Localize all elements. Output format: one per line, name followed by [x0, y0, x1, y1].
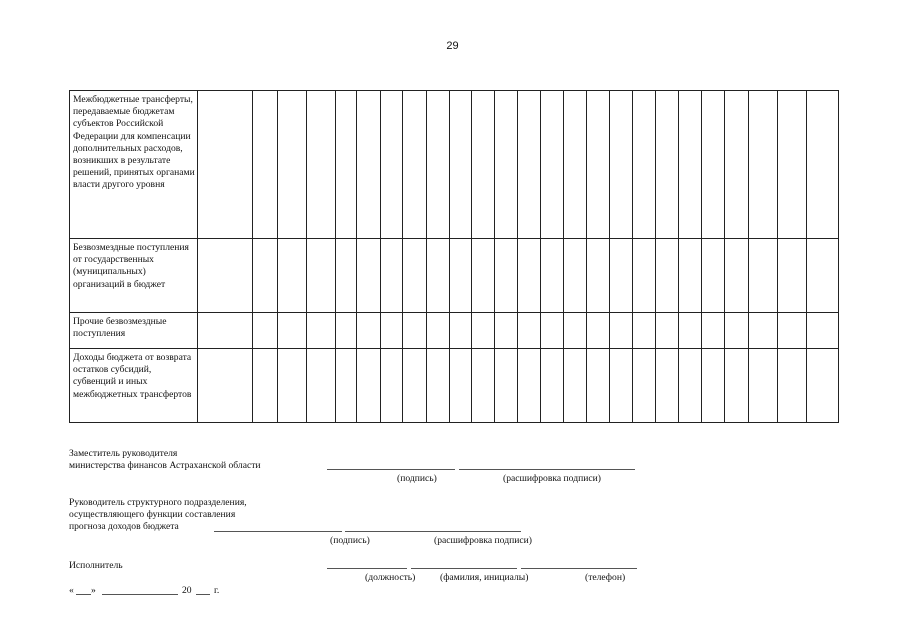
table-cell [518, 239, 541, 313]
table-cell [702, 91, 725, 239]
table-cell [725, 349, 748, 423]
table-cell [518, 349, 541, 423]
table-cell [564, 239, 587, 313]
table-cell [633, 313, 656, 349]
head-decode-line[interactable] [345, 531, 521, 532]
table-cell [702, 313, 725, 349]
table-cell [471, 239, 494, 313]
table-cell [335, 239, 356, 313]
table-cell [335, 349, 356, 423]
table-cell [449, 91, 471, 239]
table-cell [702, 349, 725, 423]
table-cell [610, 313, 633, 349]
executor-name-caption: (фамилия, инициалы) [440, 572, 529, 583]
table-cell [777, 239, 806, 313]
table-cell [306, 313, 335, 349]
table-cell [402, 313, 426, 349]
table-cell [495, 313, 518, 349]
table-cell [777, 313, 806, 349]
table-cell [806, 313, 838, 349]
table-cell [610, 349, 633, 423]
table-cell [564, 313, 587, 349]
table-cell [564, 91, 587, 239]
deputy-signature-caption: (подпись) [397, 473, 437, 484]
executor-position-caption: (должность) [365, 572, 416, 583]
table-cell [253, 313, 277, 349]
table-cell [356, 91, 380, 239]
executor-name-line[interactable] [411, 568, 517, 569]
table-cell [198, 313, 253, 349]
table-cell [633, 239, 656, 313]
table-cell [564, 349, 587, 423]
row-label: Межбюджетные трансферты, передаваемые бюджетам субъектов Российской Федерации для компенсации дополнительных расходов, возникших в результате решений, принятых органами власти другого уровня [70, 91, 198, 239]
deputy-title-line1: Заместитель руководителя [69, 448, 178, 459]
table-cell [656, 91, 679, 239]
table-cell [806, 349, 838, 423]
head-title-line1: Руководитель структурного подразделения, [69, 497, 247, 508]
table-cell [541, 239, 564, 313]
table-cell [380, 239, 402, 313]
table-cell [356, 349, 380, 423]
table-cell [610, 91, 633, 239]
table-cell [587, 313, 610, 349]
table-cell [656, 313, 679, 349]
table-cell [471, 91, 494, 239]
table-cell [748, 313, 777, 349]
executor-phone-caption: (телефон) [585, 572, 626, 583]
table-cell [253, 239, 277, 313]
date-year-line[interactable] [196, 594, 210, 595]
table-cell [777, 349, 806, 423]
deputy-decode-caption: (расшифровка подписи) [503, 473, 601, 484]
table-cell [679, 313, 702, 349]
budget-table [69, 90, 839, 423]
table-cell [587, 349, 610, 423]
table-cell [777, 91, 806, 239]
table-cell [198, 91, 253, 239]
table-cell [679, 239, 702, 313]
table-cell [633, 91, 656, 239]
page-number: 29 [446, 40, 459, 52]
row-label: Прочие безвозмездные поступления [70, 313, 198, 349]
table-cell [541, 91, 564, 239]
table-row [70, 239, 839, 313]
date-day-line[interactable] [76, 594, 91, 595]
table-cell [253, 91, 277, 239]
date-open-quote: « [69, 585, 74, 596]
executor-position-line[interactable] [327, 568, 407, 569]
table-cell [748, 239, 777, 313]
table-cell [541, 313, 564, 349]
head-title-line2: осуществляющего функции составления [69, 509, 236, 520]
executor-label: Исполнитель [69, 560, 123, 571]
deputy-decode-line[interactable] [459, 469, 635, 470]
date-month-line[interactable] [102, 594, 178, 595]
table-cell [426, 313, 449, 349]
executor-phone-line[interactable] [521, 568, 637, 569]
table-cell [725, 91, 748, 239]
table-cell [449, 239, 471, 313]
table-cell [806, 239, 838, 313]
table-cell [277, 313, 306, 349]
table-cell [471, 313, 494, 349]
deputy-signature-line[interactable] [327, 469, 455, 470]
table-cell [449, 349, 471, 423]
table-cell [380, 313, 402, 349]
date-close-quote: » [91, 585, 96, 596]
table-cell [679, 91, 702, 239]
table-cell [610, 239, 633, 313]
table-row [70, 91, 839, 239]
table-cell [198, 349, 253, 423]
row-label: Безвозмездные поступления от государственных (муниципальных) организаций в бюджет [70, 239, 198, 313]
table-cell [495, 91, 518, 239]
table-cell [656, 239, 679, 313]
row-label: Доходы бюджета от возврата остатков субсидий, субвенций и иных межбюджетных трансфертов [70, 349, 198, 423]
table-cell [748, 91, 777, 239]
table-cell [426, 239, 449, 313]
table-cell [356, 313, 380, 349]
table-cell [426, 349, 449, 423]
table-cell [725, 313, 748, 349]
table-cell [356, 239, 380, 313]
table-cell [380, 91, 402, 239]
table-cell [449, 313, 471, 349]
table-cell [306, 91, 335, 239]
table-cell [277, 349, 306, 423]
table-cell [426, 91, 449, 239]
table-row [70, 313, 839, 349]
head-title-line3: прогноза доходов бюджета [69, 521, 179, 532]
table-cell [253, 349, 277, 423]
head-decode-caption: (расшифровка подписи) [434, 535, 532, 546]
table-cell [518, 313, 541, 349]
table-cell [748, 349, 777, 423]
table-cell [277, 239, 306, 313]
table-cell [702, 239, 725, 313]
table-cell [541, 349, 564, 423]
table-cell [335, 91, 356, 239]
table-cell [587, 91, 610, 239]
table-cell [806, 91, 838, 239]
table-cell [380, 349, 402, 423]
table-cell [335, 313, 356, 349]
table-cell [306, 239, 335, 313]
table-cell [402, 349, 426, 423]
table-cell [679, 349, 702, 423]
table-cell [725, 239, 748, 313]
table-cell [306, 349, 335, 423]
table-cell [633, 349, 656, 423]
table-cell [198, 239, 253, 313]
table-row [70, 349, 839, 423]
table-cell [656, 349, 679, 423]
head-signature-line[interactable] [214, 531, 342, 532]
deputy-title-line2: министерства финансов Астраханской области [69, 460, 261, 471]
table-cell [471, 349, 494, 423]
table-cell [402, 239, 426, 313]
date-year-prefix: 20 [182, 585, 192, 596]
table-cell [518, 91, 541, 239]
table-cell [277, 91, 306, 239]
table-cell [495, 239, 518, 313]
table-cell [587, 239, 610, 313]
table-cell [402, 91, 426, 239]
head-signature-caption: (подпись) [330, 535, 370, 546]
date-year-suffix: г. [214, 585, 220, 596]
table-cell [495, 349, 518, 423]
